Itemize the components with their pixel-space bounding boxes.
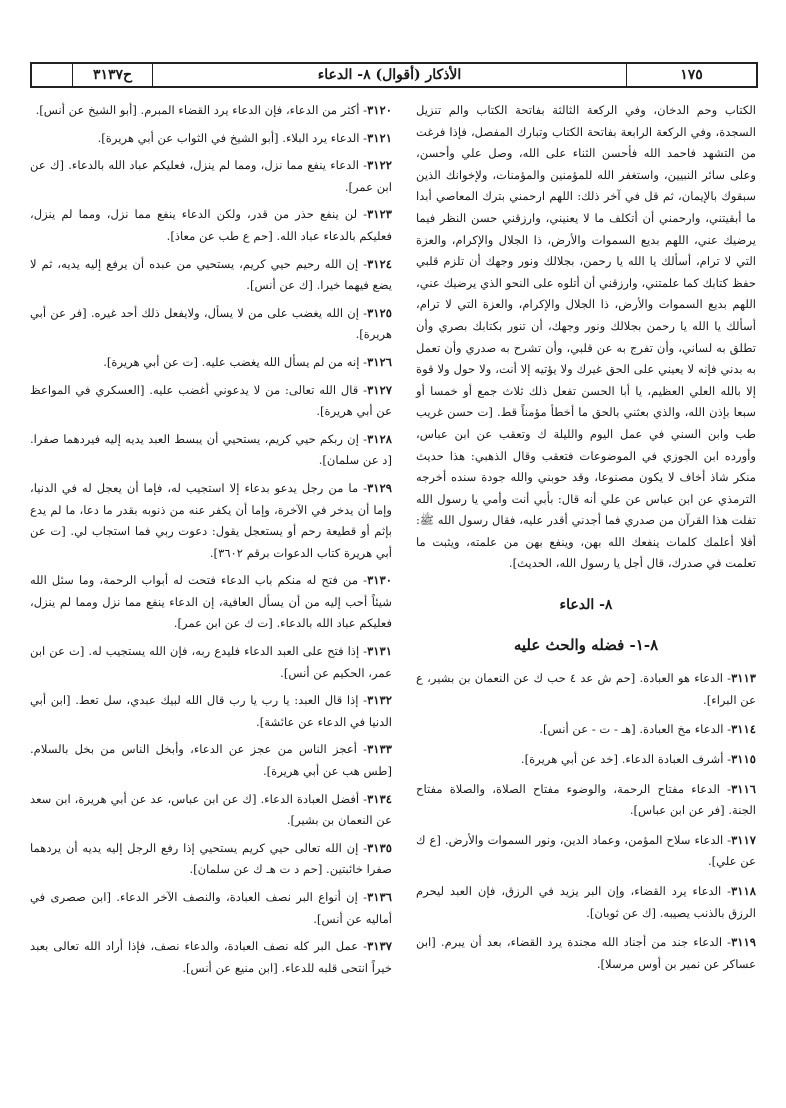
hadith-entry xyxy=(30,128,392,150)
section-title: ٨-١- فضله والحث عليه xyxy=(513,635,659,654)
header-blank-cell xyxy=(32,64,72,86)
hadith-entry xyxy=(30,570,392,635)
hadith-entry xyxy=(416,749,756,771)
hadith-entry xyxy=(416,779,756,822)
hadith-number: ٣١١٨ xyxy=(731,884,756,898)
hadith-text: - أكثر من الدعاء، فإن الدعاء يرد القضاء المبرم. [أبو الشيخ عن أنس]. xyxy=(35,103,368,117)
page xyxy=(30,62,758,1102)
hadith-text: - إن الله يغضب على من لا يسأل، ولايفعل ذلك أحد غيره. [فر عن أبي هريرة]. xyxy=(30,305,392,342)
hadith-number: ٣١٣٢ xyxy=(367,693,392,708)
hadith-number: ٣١٢٧ xyxy=(367,382,392,397)
hadith-number: ٣١٢٥ xyxy=(367,305,392,320)
hadith-entry xyxy=(30,789,392,832)
hadith-entry xyxy=(416,830,756,873)
hadith-entry xyxy=(30,936,392,979)
hadith-entry xyxy=(30,380,392,423)
hadith-text: - الدعاء هو العبادة. [حم ش عد ٤ حب ك عن النعمان بن بشير، ع عن البراء]. xyxy=(416,671,756,707)
hadith-number: ٣١٢١ xyxy=(367,130,392,145)
hadith-number: ٣١٢٠ xyxy=(367,103,392,117)
hadith-text: - إن الله تعالى حيي كريم يستحيي إذا رفع الرجل إليه يديه أن يردهما صفرا خائبتين. [حم د ت هـ ك عن سلمان]. xyxy=(30,840,392,877)
hadith-text: - إذا قال العبد: يا رب يا رب قال الله لبيك عبدي، سل تعط. [ابن أبي الدنيا في الدعاء عن عائشة]. xyxy=(30,693,392,729)
hadith-number: ٣١٣٧ xyxy=(367,939,392,954)
hadith-number: ٣١١٦ xyxy=(731,781,756,796)
hadith-number: ٣١٣٠ xyxy=(367,573,392,588)
hadith-number: ٣١٢٣ xyxy=(367,207,392,222)
hadith-entry xyxy=(30,254,392,297)
hadith-number: ٣١١٣ xyxy=(731,671,756,686)
hadith-text: - الدعاء سلاح المؤمن، وعماد الدين، ونور السموات والأرض. [ع ك عن علي]. xyxy=(416,832,756,869)
hadith-entry xyxy=(30,887,392,930)
hadith-text: - الدعاء مفتاح الرحمة، والوضوء مفتاح الصلاة، والصلاة مفتاح الجنة. [فر عن ابن عباس]. xyxy=(416,781,756,818)
hadith-entry xyxy=(30,690,392,733)
hadith-entry xyxy=(30,155,392,198)
left-column xyxy=(30,100,392,985)
hadith-text: - أفضل العبادة الدعاء. [ك عن ابن عباس، عد عن أبي هريرة، ابن سعد عن النعمان بن بشير]. xyxy=(30,791,392,828)
hadith-entry xyxy=(30,204,392,247)
hadith-entry xyxy=(30,739,392,782)
hadith-text: - قال الله تعالى: من لا يدعوني أغضب عليه. [العسكري في المواعظ عن أبي هريرة]. xyxy=(30,382,392,419)
hadith-entry xyxy=(416,668,756,711)
hadith-text: - عمل البر كله نصف العبادة، والدعاء نصف، فإذا أراد الله تعالى بعبد خيراً انتحى قلبه للدعاء. [ابن منيع عن أنس]. xyxy=(30,939,392,975)
right-column xyxy=(416,100,756,983)
hadith-entry xyxy=(30,100,392,122)
hadith-number: ٣١٢٢ xyxy=(367,158,392,173)
hadith-text: - أشرف العبادة الدعاء. [خد عن أبي هريرة]. xyxy=(520,752,732,767)
hadith-entry xyxy=(416,719,756,741)
hadith-number: ٣١٢٦ xyxy=(367,354,392,369)
hadith-text: - أعجز الناس من عجز عن الدعاء، وأبخل الناس من بخل بالسلام. [طس هب عن أبي هريرة]. xyxy=(30,742,392,779)
hadith-number: ٣١١٤ xyxy=(731,722,756,737)
hadith-number: ٣١٢٩ xyxy=(367,480,392,495)
right-entries xyxy=(416,668,756,975)
hadith-entry xyxy=(416,932,756,975)
hadith-text: - الدعاء ينفع مما نزل، ومما لم ينزل، فعليكم عباد الله بالدعاء. [ك عن ابن عمر]. xyxy=(30,158,392,194)
hadith-text: - الدعاء يرد البلاء. [أبو الشيخ في الثواب عن أبي هريرة]. xyxy=(97,130,368,145)
hadith-number: ٣١٣٥ xyxy=(367,840,392,855)
hadith-entry xyxy=(30,352,392,374)
hadith-entry xyxy=(30,429,392,472)
hadith-entry xyxy=(30,838,392,881)
hadith-text: - إنه من لم يسأل الله يغضب عليه. [ت عن أبي هريرة]. xyxy=(103,354,368,369)
hadith-text: - ما من رجل يدعو بدعاء إلا استجيب له، فإما أن يعجل له في الدنيا، وإما أن يدخر في الآخرة، وإما أن يكفر عنه من ذنوبه بقدر ما دعا، ما لم يدع بإثم أو قطيعة رحم أو يستعجل يقول: دعوت ربي فما استجاب لي. [ت عن أبي هريرة كتاب الدعوات برقم ٣٦٠٢]. xyxy=(30,480,392,560)
hadith-number: ٣١٣١ xyxy=(367,644,392,659)
page-header xyxy=(30,62,758,88)
hadith-number: ٣١١٧ xyxy=(731,832,756,847)
hadith-number: ٣١٣٦ xyxy=(367,890,392,904)
hadith-text: - الدعاء جند من أجناد الله مجندة يرد القضاء، بعد أن يبرم. [ابن عساكر عن نمير بن أوس مرسلا]. xyxy=(416,935,756,971)
header-hadith-range: ح٣١٣٧ xyxy=(72,64,152,86)
hadith-text: - إن أنواع البر نصف العبادة، والنصف الآخر الدعاء. [ابن صصرى في أماليه عن أنس]. xyxy=(30,890,392,926)
header-page-number: ١٧٥ xyxy=(626,64,756,86)
hadith-entry xyxy=(30,303,392,346)
hadith-number: ٣١١٩ xyxy=(731,935,756,950)
hadith-number: ٣١١٥ xyxy=(731,752,756,767)
hadith-text: - إذا فتح على العبد الدعاء فليدع ربه، فإن الله يستجيب له. [ت عن ابن عمر، الحكيم عن أنس]. xyxy=(30,644,392,680)
hadith-number: ٣١٢٨ xyxy=(367,431,392,446)
hadith-text: - من فتح له منكم باب الدعاء فتحت له أبواب الرحمة، وما سئل الله شيئاً أحب إليه من أن يسأل العافية، إن الدعاء ينفع مما نزل ومما لم ينزل، فعليكم عباد الله بالدعاء. [ت ك عن ابن عمر]. xyxy=(30,573,392,631)
hadith-number: ٣١٢٤ xyxy=(367,256,392,271)
continued-text: الكتاب وحم الدخان، وفي الركعة الثالثة بفاتحة الكتاب والم تنزيل السجدة، وفي الركعة الرابعة بفاتحة الكتاب وتبارك المفصل، فإذا فرغت من التشهد فاحمد الله فأحسن الثناء على الله، وصل علي وأحسن، وعلى سائر النبيين، واستغفر الله للمؤمنين والمؤمنات، ولإخوانك الذين سبقوك بالإيمان، ثم قل في آخر ذلك: اللهم ارحمني بترك المعاصي أبدا ما أبقيتني، وارحمني أن أتكلف ما لا يعنيني، وارزقني حسن النظر فيما يرضيك عني، اللهم بديع السموات والأرض، ذا الجلال والإكرام، والعزة التي لا ترام، أسألك يا الله يا رحمن، بجلالك ونور وجهك أن تلزم قلبي حفظ كتابك كما علمتني، وارزقني أن أتلوه على النحو الذي يرضيك عني، اللهم بديع السموات والأرض، ذا الجلال والإكرام، والعزة التي لا ترام، أسألك يا الله يا رحمن بجلالك ونور وجهك، أن تنور بكتابك بصري وأن تطلق به لساني، وأن تفرج به عن قلبي، وأن تشرح به صدري وأن تعمل به بدني فإنه لا يعيني على الحق غيرك ولا يؤتيه إلا أنت، ولا حول ولا قوة إلا بالله العلي العظيم، يا أبا الحسن تفعل ذلك ثلاث جمع أو خمسا أو سبعا بإذن الله، والذي بعثني بالحق ما أخطأ مؤمناً قط. [ت حسن غريب طب وابن السني في عمل اليوم والليلة ك وتعقب عن ابن عباس، وأورده ابن الجوزي في الموضوعات فتعقب وقال الذهبي: هذا حديث منكر شاذ أخاف لا يكون مصنوعا، وقد حوبني والله جودة سنده أخرجه الترمذي عن ابن عباس عن علي أنه قال: بأبي أنت وأمي يا رسول الله تفلت هذا القرآن من صدري فما أجدني أقدر عليه، فقال رسول الله ﷺ: أفلا أعلمك كلمات ينفعك الله بهن، وينفع بهن من علمته، ويثبت ما تعلمت في صدرك، قال أجل يا رسول الله، الحديث]. xyxy=(416,103,756,571)
hadith-text: - الدعاء مخ العبادة. [هـ - ت - عن أنس]. xyxy=(539,722,732,737)
hadith-text: - الدعاء يرد القضاء، وإن البر يزيد في الرزق، فإن العبد ليحرم الرزق بالذنب يصيبه. [ك عن ثوبان]. xyxy=(416,884,756,920)
hadith-text: - إن ربكم حيي كريم، يستحيي أن يبسط العبد يديه إليه فيردهما صفرا. [د عن سلمان]. xyxy=(30,431,392,468)
left-entries xyxy=(30,100,392,979)
hadith-number: ٣١٣٣ xyxy=(367,742,392,757)
hadith-text: - إن الله رحيم حيي كريم، يستحيي من عبده أن يرفع إليه يديه، ثم لا يضع فيهما خيرا. [ك عن أنس]. xyxy=(30,256,392,293)
hadith-number: ٣١٣٤ xyxy=(367,791,392,806)
hadith-entry xyxy=(416,881,756,924)
chapter-title: ٨- الدعاء xyxy=(559,597,613,614)
hadith-entry xyxy=(30,478,392,564)
header-title: الأذكار (أقوال) ٨- الدعاء xyxy=(152,64,626,86)
hadith-entry xyxy=(30,641,392,684)
hadith-text: - لن ينفع حذر من قدر، ولكن الدعاء ينفع مما نزل، ومما لم ينزل، فعليكم بالدعاء عباد الله. [حم ع طب عن معاذ]. xyxy=(30,207,392,243)
